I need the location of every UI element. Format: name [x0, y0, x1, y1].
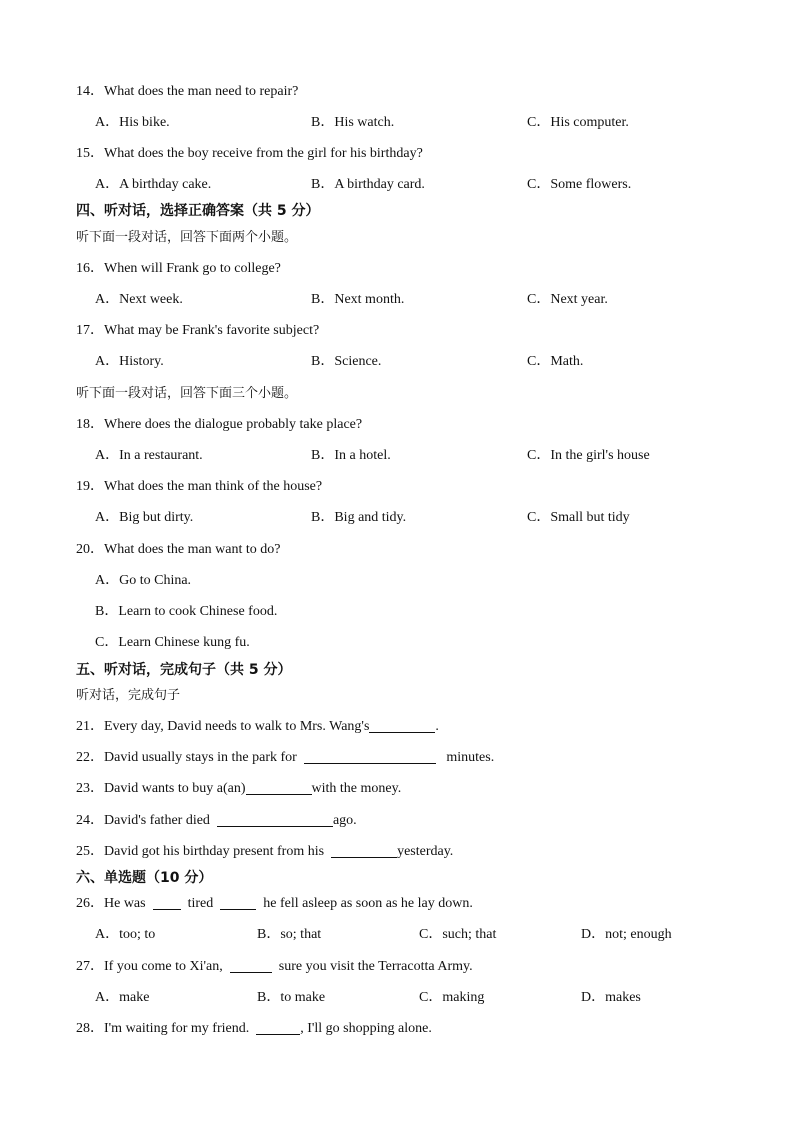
question-18-option-c[interactable]: C．In the girl's house: [527, 448, 650, 463]
question-28-stem: [76, 1020, 432, 1038]
question-20-option-b[interactable]: B．Learn to cook Chinese food.: [95, 604, 278, 619]
question-14-stem: 14．What does the man need to repair?: [76, 84, 299, 99]
question-21-text-end: .: [435, 719, 439, 734]
question-27-blank[interactable]: [230, 958, 272, 973]
section-6-title: 六、单选题（10 分）: [76, 870, 213, 886]
question-28-text-2: , I'll go shopping alone.: [300, 1021, 432, 1036]
question-15-option-b[interactable]: B．A birthday card.: [311, 177, 425, 192]
question-26-option-d[interactable]: D．not; enough: [581, 927, 672, 942]
question-18-option-a[interactable]: A．In a restaurant.: [95, 448, 203, 463]
question-19-stem: 19．What does the man think of the house?: [76, 479, 323, 494]
question-21-text: 21．Every day, David needs to walk to Mrs. Wang's: [76, 719, 370, 734]
section-4-instruction-2: 听下面一段对话，回答下面三个小题。: [76, 386, 298, 401]
question-19-option-a[interactable]: A．Big but dirty.: [95, 510, 194, 525]
question-26-blank-1[interactable]: [153, 895, 181, 910]
question-17-stem: 17．What may be Frank's favorite subject?: [76, 323, 320, 338]
question-15-option-a[interactable]: A．A birthday cake.: [95, 177, 212, 192]
question-20-option-c[interactable]: C．Learn Chinese kung fu.: [95, 635, 250, 650]
question-14-option-a[interactable]: A．His bike.: [95, 115, 170, 130]
question-27-text-1: 27．If you come to Xi'an,: [76, 959, 223, 974]
question-23-answer-blank[interactable]: [246, 780, 312, 795]
question-26-stem: [76, 895, 473, 913]
question-26-blank-2[interactable]: [220, 895, 256, 910]
question-25-answer-blank[interactable]: [331, 843, 397, 858]
question-22-answer-blank[interactable]: [304, 749, 436, 764]
question-27-option-a[interactable]: A．make: [95, 990, 150, 1005]
question-26-text-3: he fell asleep as soon as he lay down.: [263, 896, 473, 911]
section-4-instruction-1: 听下面一段对话，回答下面两个小题。: [76, 230, 298, 245]
question-19-option-b[interactable]: B．Big and tidy.: [311, 510, 407, 525]
question-26-option-a[interactable]: A．too; to: [95, 927, 156, 942]
question-26-text-1: 26．He was: [76, 896, 146, 911]
question-14-option-c[interactable]: C．His computer.: [527, 115, 629, 130]
question-27-text-2: sure you visit the Terracotta Army.: [278, 959, 473, 974]
question-26-text-2: tired: [187, 896, 214, 911]
question-28-text-1: 28．I'm waiting for my friend.: [76, 1021, 250, 1036]
question-16-option-b[interactable]: B．Next month.: [311, 292, 405, 307]
question-24-text: 24．David's father died: [76, 813, 210, 828]
question-23: [76, 780, 401, 798]
question-15-option-c[interactable]: C．Some flowers.: [527, 177, 632, 192]
question-21: [76, 718, 439, 736]
question-22-text: 22．David usually stays in the park for: [76, 750, 297, 765]
question-26-option-b[interactable]: B．so; that: [257, 927, 322, 942]
question-17-option-b[interactable]: B．Science.: [311, 354, 382, 369]
question-23-text: 23．David wants to buy a(an): [76, 781, 246, 796]
question-27-stem: [76, 958, 473, 976]
question-17-option-a[interactable]: A．History.: [95, 354, 164, 369]
question-24-answer-blank[interactable]: [217, 812, 333, 827]
question-23-text-end: with the money.: [311, 781, 402, 796]
question-16-stem: 16．When will Frank go to college?: [76, 261, 281, 276]
question-27-option-d[interactable]: D．makes: [581, 990, 641, 1005]
question-21-answer-blank[interactable]: [369, 718, 435, 733]
question-25: [76, 843, 453, 861]
question-16-option-c[interactable]: C．Next year.: [527, 292, 608, 307]
question-27-option-c[interactable]: C．making: [419, 990, 485, 1005]
question-15-stem: 15．What does the boy receive from the girl for his birthday?: [76, 146, 423, 161]
question-28-blank[interactable]: [256, 1020, 300, 1035]
question-22: [76, 749, 494, 767]
question-14-option-b[interactable]: B．His watch.: [311, 115, 395, 130]
question-25-text: 25．David got his birthday present from his: [76, 844, 325, 859]
question-18-stem: 18．Where does the dialogue probably take place?: [76, 417, 363, 432]
section-5-instruction: 听对话，完成句子: [76, 688, 181, 703]
question-22-text-end: minutes.: [446, 750, 495, 765]
section-4-title: 四、听对话，选择正确答案（共 5 分）: [76, 203, 320, 219]
question-20-option-a[interactable]: A．Go to China.: [95, 573, 192, 588]
question-27-option-b[interactable]: B．to make: [257, 990, 326, 1005]
question-19-option-c[interactable]: C．Small but tidy: [527, 510, 630, 525]
question-25-text-end: yesterday.: [397, 844, 454, 859]
question-24-text-end: ago.: [332, 813, 357, 828]
question-18-option-b[interactable]: B．In a hotel.: [311, 448, 391, 463]
question-24: [76, 812, 357, 830]
section-5-title: 五、听对话，完成句子（共 5 分）: [76, 662, 292, 678]
question-26-option-c[interactable]: C．such; that: [419, 927, 497, 942]
question-20-stem: 20．What does the man want to do?: [76, 542, 281, 557]
question-16-option-a[interactable]: A．Next week.: [95, 292, 183, 307]
question-17-option-c[interactable]: C．Math.: [527, 354, 584, 369]
